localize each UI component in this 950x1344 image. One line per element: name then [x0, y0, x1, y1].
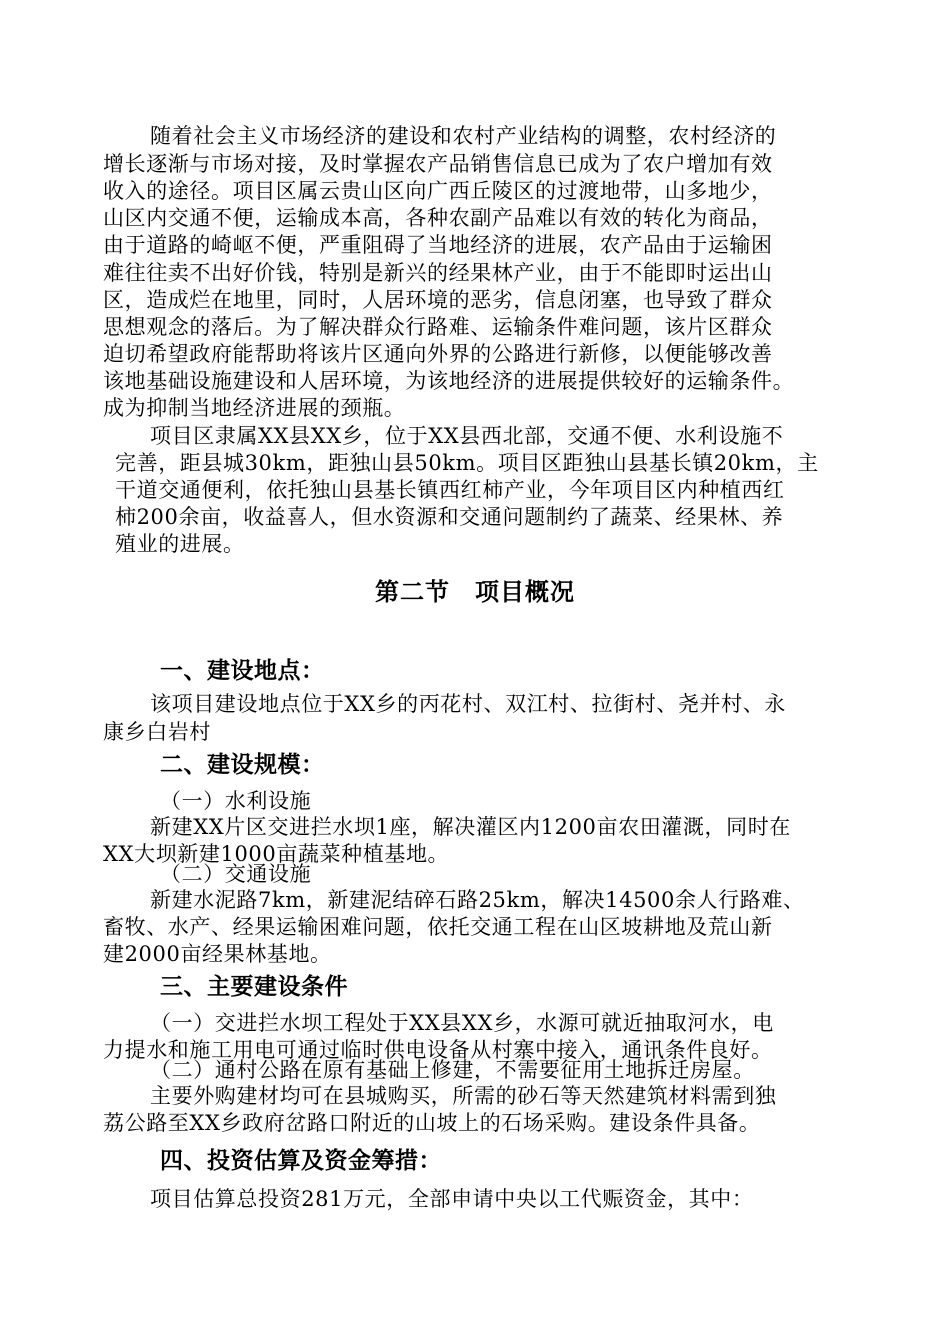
intro-p2-line-4: 柿200余亩，收益喜人，但水资源和交通问题制约了蔬菜、经果林、养: [115, 505, 784, 529]
traffic-line-2: 畜牧、水产、经果运输困难问题，依托交通工程在山区坡耕地及荒山新: [103, 915, 773, 939]
intro-line-7: 区，造成烂在地里，同时，人居环境的恶劣，信息闭塞，也导致了群众: [103, 288, 773, 312]
intro-p2-line-2: 完善，距县城30km，距独山县50km。项目区距独山县基长镇20km，主: [115, 451, 819, 475]
intro-line-1: 随着社会主义市场经济的建设和农村产业结构的调整，农村经济的: [150, 124, 777, 148]
conditions-line-1: （一）交进拦水坝工程处于XX县XX乡，水源可就近抽取河水，电: [150, 1011, 774, 1035]
water-facilities-label: （一）水利设施: [160, 789, 312, 813]
location-line-1: 该项目建设地点位于XX乡的丙花村、双江村、拉街村、尧并村、永: [150, 692, 786, 716]
intro-line-4: 山区内交通不便，运输成本高，各种农副产品难以有效的转化为商品，: [103, 206, 773, 230]
intro-line-5: 由于道路的崎岖不便，严重阻碍了当地经济的进展，农产品由于运输困: [103, 233, 773, 257]
water-line-1: 新建XX片区交进拦水坝1座，解决灌区内1200亩农田灌溉，同时在: [150, 815, 791, 839]
intro-line-10: 该地基础设施建设和人居环境，为该地经济的进展提供较好的运输条件。: [103, 369, 795, 393]
location-heading: 一、建设地点：: [160, 658, 325, 684]
traffic-line-3: 建2000亩经果林基地。: [103, 942, 332, 966]
intro-p2-line-3: 干道交通便利，依托独山县基长镇西红柿产业，今年项目区内种植西红: [115, 478, 785, 502]
water-line-2: XX大坝新建1000亩蔬菜种植基地。: [103, 842, 450, 866]
traffic-line-1: 新建水泥路7km，新建泥结碎石路25km，解决14500余人行路难、: [150, 888, 805, 912]
location-line-2: 康乡白岩村: [103, 720, 211, 744]
intro-line-2: 增长逐渐与市场对接，及时掌握农产品销售信息已成为了农户增加有效: [103, 152, 773, 176]
conditions-line-2: 力提水和施工用电可通过临时供电设备从村寨中接入，通讯条件良好。: [103, 1038, 773, 1062]
intro-p2-line-1: 项目区隶属XX县XX乡，位于XX县西北部，交通不便、水利设施不: [150, 424, 784, 448]
investment-line-1: 项目估算总投资281万元，全部申请中央以工代赈资金，其中：: [150, 1187, 754, 1211]
section-title: 第二节 项目概况: [375, 578, 575, 606]
intro-p2-line-5: 殖业的进展。: [115, 532, 245, 556]
intro-line-6: 难往往卖不出好价钱，特别是新兴的经果林产业，由于不能即时运出山: [103, 261, 773, 285]
conditions-heading: 三、主要建设条件: [160, 974, 348, 1000]
traffic-facilities-label: （二）交通设施: [160, 862, 312, 886]
conditions-line-3: （二）通村公路在原有基础上修建，不需要征用土地拆迁房屋。: [150, 1058, 755, 1082]
intro-line-3: 收入的途径。项目区属云贵山区向广西丘陵区的过渡地带，山多地少，: [103, 179, 773, 203]
intro-line-9: 迫切希望政府能帮助将该片区通向外界的公路进行新修，以便能够改善: [103, 342, 773, 366]
intro-line-11: 成为抑制当地经济进展的颈瓶。: [103, 396, 406, 420]
conditions-line-5: 荔公路至XX乡政府岔路口附近的山坡上的石场采购。建设条件具备。: [103, 1111, 761, 1135]
intro-line-8: 思想观念的落后。为了解决群众行路难、运输条件难问题，该片区群众: [103, 315, 773, 339]
scale-heading: 二、建设规模：: [160, 752, 325, 778]
conditions-line-4: 主要外购建材均可在县城购买，所需的砂石等天然建筑材料需到独: [150, 1084, 777, 1108]
investment-heading: 四、投资估算及资金筹措：: [160, 1148, 442, 1174]
